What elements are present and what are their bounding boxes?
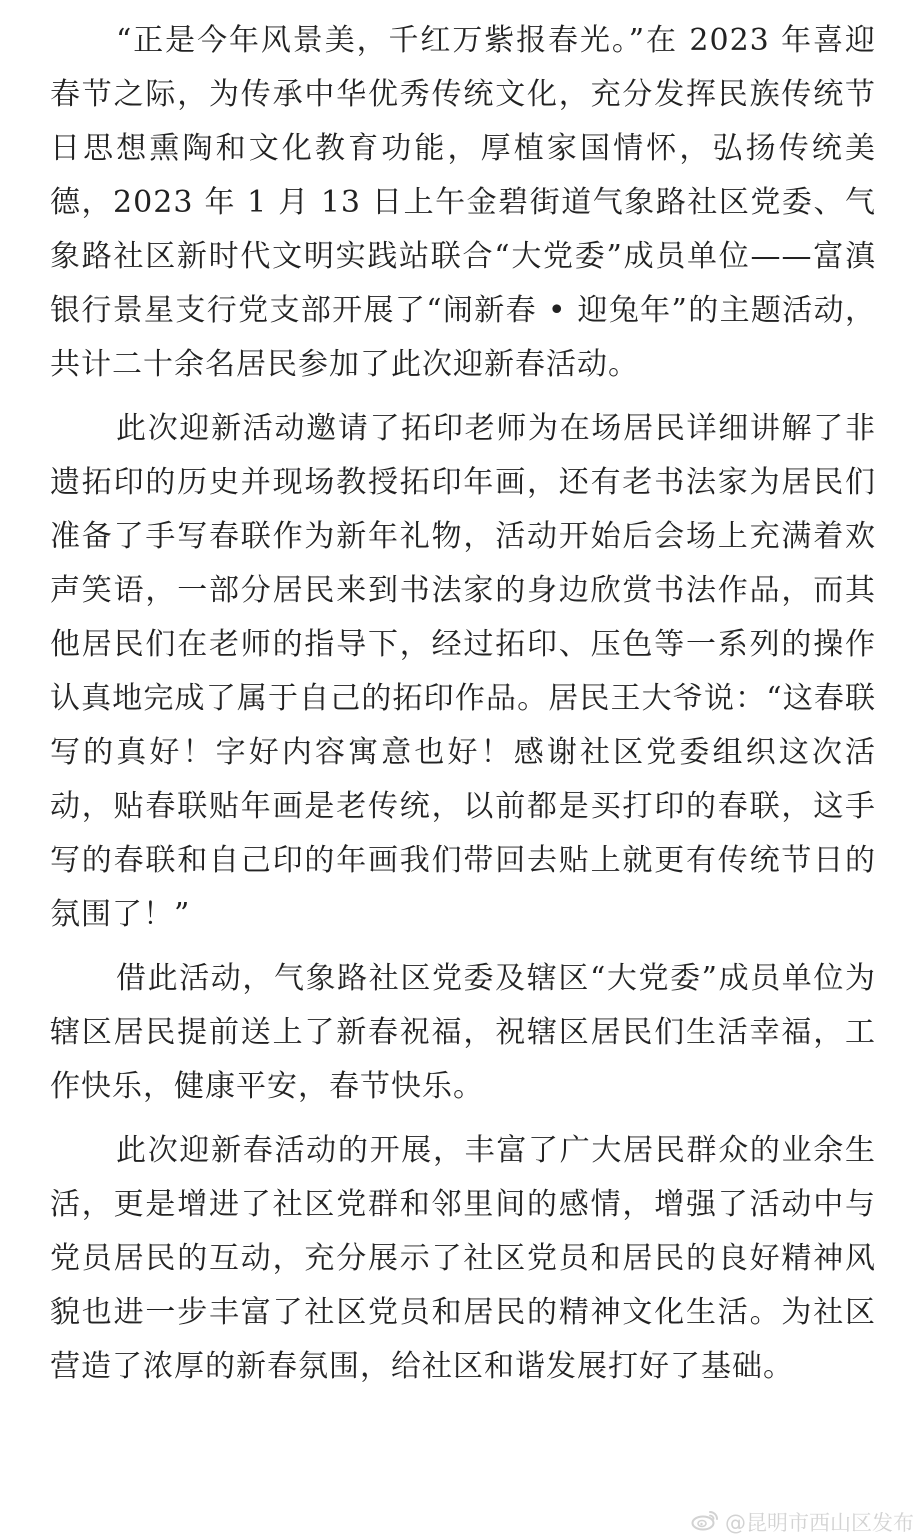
paragraph-4: 此次迎新春活动的开展，丰富了广大居民群众的业余生活，更是增进了社区党群和邻里间的感情，增强了活动中与党员居民的互动，充分展示了社区党员和居民的良好精神风貌也进一步丰富了社区党员和居民的精神文化生活。为社区营造了浓厚的新春氛围，给社区和谐发展打好了基础。	[50, 1133, 876, 1384]
paragraph-3: 借此活动，气象路社区党委及辖区“大党委”成员单位为辖区居民提前送上了新春祝福，祝辖区居民们生活幸福，工作快乐，健康平安，春节快乐。	[50, 961, 876, 1104]
paragraph-1: “正是今年风景美，千红万紫报春光。”在 2023 年喜迎春节之际，为传承中华优秀传统文化，充分发挥民族传统节日思想熏陶和文化教育功能，厚植家国情怀，弘扬传统美德，2023 年 1 月 13 日上午金碧街道气象路社区党委、气象路社区新时代文明实践站联合“大党委”成员单位——富滇银行景星支行党支部开展了“闹新春 • 迎兔年”的主题活动，共计二十余名居民参加了此次迎新春活动。	[50, 23, 876, 382]
article-body	[50, 14, 876, 1404]
weibo-icon	[691, 1509, 719, 1536]
paragraph-2: 此次迎新活动邀请了拓印老师为在场居民详细讲解了非遗拓印的历史并现场教授拓印年画，还有老书法家为居民们准备了手写春联作为新年礼物，活动开始后会场上充满着欢声笑语，一部分居民来到书法家的身边欣赏书法作品，而其他居民们在老师的指导下，经过拓印、压色等一系列的操作认真地完成了属于自己的拓印作品。居民王大爷说：“这春联写的真好！字好内容寓意也好！感谢社区党委组织这次活动，贴春联贴年画是老传统，以前都是买打印的春联，这手写的春联和自己印的年画我们带回去贴上就更有传统节日的氛围了！”	[50, 411, 876, 932]
watermark-text: @昆明市西山区发布	[725, 1511, 914, 1535]
watermark	[691, 1507, 914, 1537]
